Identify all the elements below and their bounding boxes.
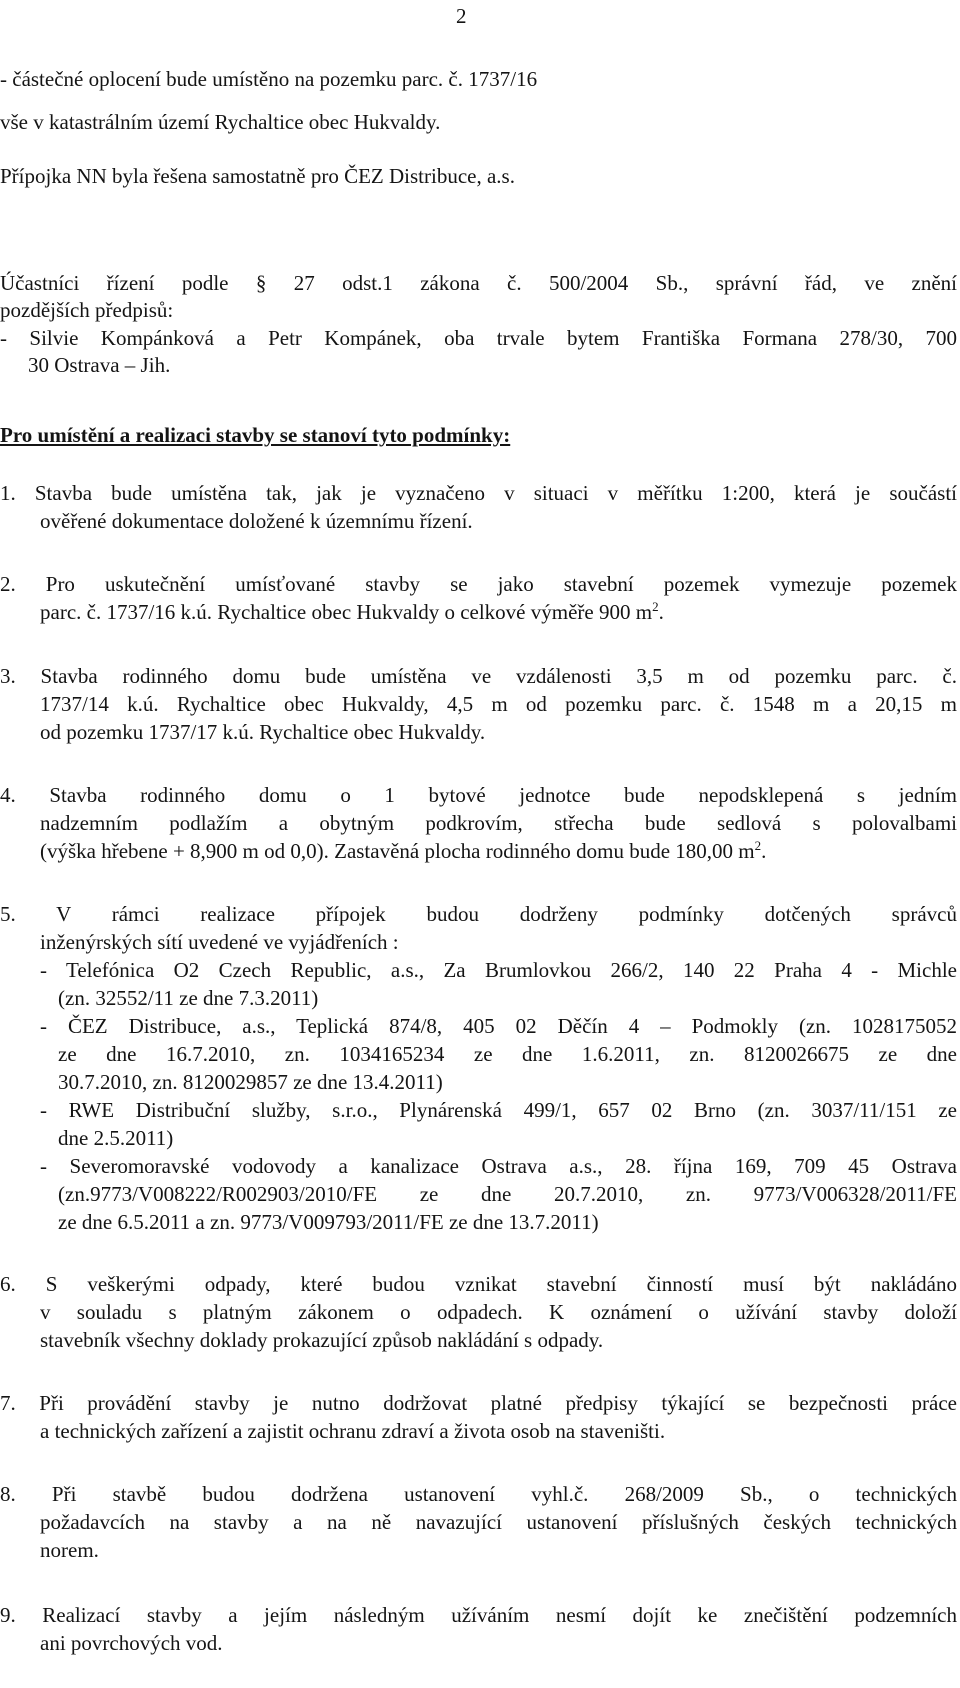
condition-8: 8. Při stavbě budou dodržena ustanovení vyhl.č. 268/2009 Sb., o technických — [0, 1482, 957, 1506]
condition-5: inženýrských sítí uvedené ve vyjádřeních : — [40, 930, 399, 954]
condition-9: 9. Realizací stavby a jejím následným užíváním nesmí dojít ke znečištění podzemních — [0, 1603, 957, 1627]
participants-line: pozdějších předpisů: — [0, 298, 174, 322]
condition-5: - ČEZ Distribuce, a.s., Teplická 874/8, 405 02 Děčín 4 – Podmokly (zn. 1028175052 — [40, 1014, 957, 1038]
condition-5: ze dne 16.7.2010, zn. 1034165234 ze dne 1.6.2011, zn. 8120026675 ze dne — [58, 1042, 957, 1066]
superscript: 2 — [754, 838, 762, 853]
condition-3: 1737/14 k.ú. Rychaltice obec Hukvaldy, 4,5 m od pozemku parc. č. 1548 m a 20,15 m — [40, 692, 957, 716]
intro-line: vše v katastrálním území Rychaltice obec Hukvaldy. — [0, 110, 441, 134]
intro-line: - částečné oplocení bude umístěno na pozemku parc. č. 1737/16 — [0, 67, 538, 91]
condition-2: parc. č. 1737/16 k.ú. Rychaltice obec Hukvaldy o celkové výměře 900 $m^2$. — [40, 599, 664, 624]
condition-3: od pozemku 1737/17 k.ú. Rychaltice obec Hukvaldy. — [40, 720, 486, 744]
condition-1: ověřené dokumentace doložené k územnímu řízení. — [40, 509, 473, 533]
condition-2: 2. Pro uskutečnění umísťované stavby se jako stavební pozemek vymezuje pozemek — [0, 572, 957, 596]
condition-7: a technických zařízení a zajistit ochranu zdraví a života osob na staveništi. — [40, 1419, 666, 1443]
condition-3: 3. Stavba rodinného domu bude umístěna ve vzdálenosti 3,5 m od pozemku parc. č. — [0, 664, 957, 688]
condition-6: v souladu s platným zákonem o odpadech. K oznámení o užívání stavby doloží — [40, 1300, 957, 1324]
condition-5: (zn. 32552/11 ze dne 7.3.2011) — [58, 986, 319, 1010]
condition-5: dne 2.5.2011) — [58, 1126, 174, 1150]
conditions-heading: Pro umístění a realizaci stavby se stanoví tyto podmínky: — [0, 423, 511, 447]
condition-5: - Severomoravské vodovody a kanalizace Ostrava a.s., 28. října 169, 709 45 Ostrava — [40, 1154, 957, 1178]
condition-5: - RWE Distribuční služby, s.r.o., Plynárenská 499/1, 657 02 Brno (zn. 3037/11/151 ze — [40, 1098, 957, 1122]
participants-line: Účastníci řízení podle § 27 odst.1 zákona č. 500/2004 Sb., správní řád, ve znění — [0, 271, 957, 295]
condition-6: 6. S veškerými odpady, které budou vznikat stavební činností musí být nakládáno — [0, 1272, 957, 1296]
condition-9: ani povrchových vod. — [40, 1631, 223, 1655]
condition-6: stavebník všechny doklady prokazující způsob nakládání s odpady. — [40, 1328, 604, 1352]
superscript: 2 — [652, 599, 659, 614]
condition-5: - Telefónica O2 Czech Republic, a.s., Za Brumlovkou 266/2, 140 22 Praha 4 - Michle — [40, 958, 957, 982]
condition-7: 7. Při provádění stavby je nutno dodržovat platné předpisy týkající se bezpečnosti práce — [0, 1391, 957, 1415]
condition-5: (zn.9773/V008222/R002903/2010/FE ze dne 20.7.2010, zn. 9773/V006328/2011/FE — [58, 1182, 957, 1206]
condition-4: nadzemním podlažím a obytným podkrovím, střecha bude sedlová s polovalbami — [40, 811, 957, 835]
condition-5: ze dne 6.5.2011 a zn. 9773/V009793/2011/FE ze dne 13.7.2011) — [58, 1210, 599, 1234]
participants-line: - Silvie Kompánková a Petr Kompánek, oba trvale bytem Františka Formana 278/30, 700 — [0, 326, 957, 350]
participants-line: 30 Ostrava – Jih. — [28, 353, 171, 377]
page-number: 2 — [456, 4, 467, 28]
condition-5: 5. V rámci realizace přípojek budou dodrženy podmínky dotčených správců — [0, 902, 957, 926]
condition-5: 30.7.2010, zn. 8120029857 ze dne 13.4.2011) — [58, 1070, 443, 1094]
condition-8: požadavcích na stavby a na ně navazující ustanovení příslušných českých technických — [40, 1510, 957, 1534]
condition-4: (výška hřebene + 8,900 m od 0,0). Zastavěná plocha rodinného domu bude 180,00 $m^2$. — [40, 838, 767, 863]
intro-line: Přípojka NN byla řešena samostatně pro ČEZ Distribuce, a.s. — [0, 164, 515, 188]
condition-8: norem. — [40, 1538, 99, 1562]
condition-1: 1. Stavba bude umístěna tak, jak je vyznačeno v situaci v měřítku 1:200, která je součástí — [0, 481, 957, 505]
condition-4: 4. Stavba rodinného domu o 1 bytové jednotce bude nepodsklepená s jedním — [0, 783, 957, 807]
